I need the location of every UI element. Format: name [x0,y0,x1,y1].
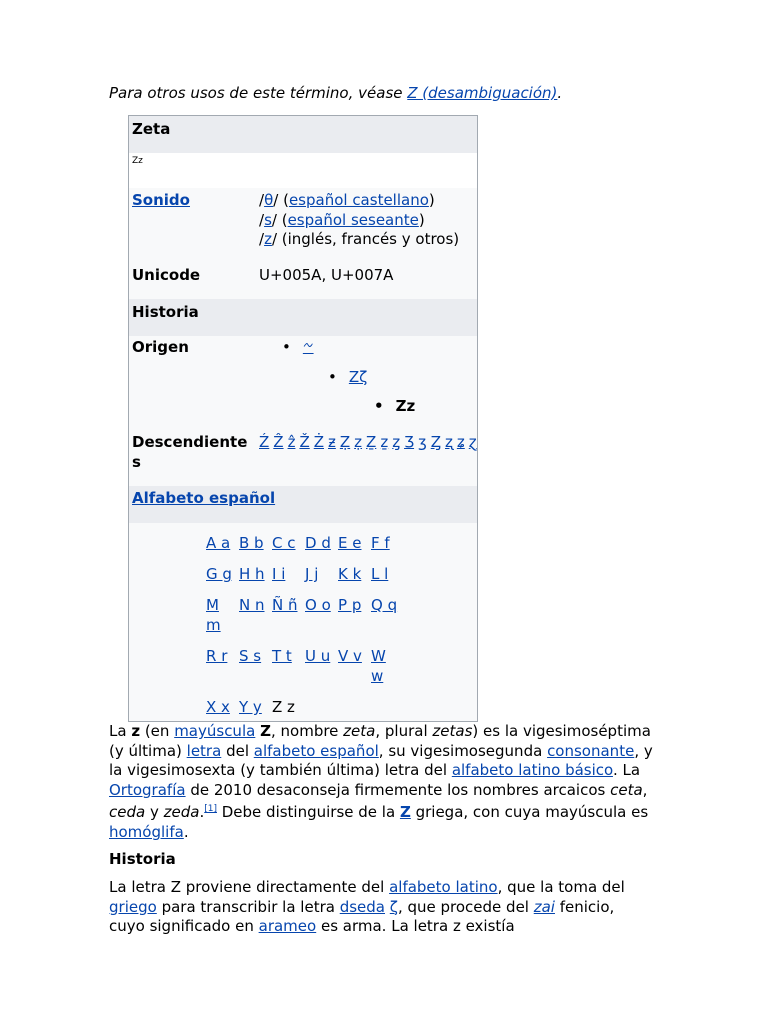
infobox [128,115,478,722]
historia-header-row [129,299,477,336]
descendiente-link[interactable]: ɀ [468,433,477,451]
descendiente-link[interactable]: ʑ [456,433,465,451]
ipa-link[interactable]: z [264,230,272,248]
alfabeto-letter-link[interactable]: L l [371,565,389,583]
homoglifa-link[interactable]: homóglifa [109,822,184,841]
slash: / [259,210,265,229]
text: fenicio, cuyo significado en [109,897,615,936]
text: y [145,803,164,822]
alfabeto-letter-link[interactable]: B b [239,534,264,552]
text: Debe distinguirse de la [216,803,400,822]
alfabeto-letter-link[interactable]: Ñ ñ [272,596,298,614]
alfabeto-letter-link[interactable]: R r [206,647,228,665]
origen-row [129,338,477,423]
text: . [199,803,205,822]
descendientes-row [129,432,477,477]
alfabeto-latino-link[interactable]: alfabeto latino [389,878,498,896]
alfabeto-letter-link[interactable]: W w [371,647,386,685]
alfabeto-letter-link[interactable]: M m [206,596,221,634]
descendiente-link[interactable]: Ż [313,433,324,451]
infobox-image-caption: Zz [132,156,143,166]
italic-text: zetas [432,722,473,740]
ortografia-link[interactable]: Ortografía [109,780,186,799]
origen-item [282,338,314,356]
letra-link[interactable]: letra [186,741,222,760]
hatnote [109,84,562,102]
alfabeto-latino-basico-link[interactable]: alfabeto latino básico [451,761,613,780]
disambiguation-link[interactable]: Z (desambiguación) [407,84,558,102]
italic-text: zeda [163,803,200,822]
text: , nombre [270,722,344,740]
origen-label: Origen [132,338,189,356]
unicode-value: U+005A, U+007A [259,266,394,284]
greek-z-link[interactable]: Z [399,803,411,822]
text: de 2010 desaconseja firmemente los nombres arcaicos [185,780,611,799]
text: , plural [375,722,433,740]
ipa-link[interactable]: θ [264,191,274,209]
text: . La [612,761,641,780]
slash: / [259,230,265,248]
descendiente-link[interactable]: ƶ [328,433,336,451]
descendiente-link[interactable]: ẓ [354,433,363,451]
historia-header: Historia [132,303,199,321]
unicode-row [129,266,477,296]
zeta-glyph-link[interactable]: ζ [389,897,398,916]
text: La letra Z proviene directamente del [109,878,390,896]
alfabeto-espanol-link[interactable]: Alfabeto español [132,489,276,507]
infobox-title: Zeta [132,120,171,138]
bold-Z: Z [260,722,271,740]
sonido-values [259,191,459,250]
alfabeto-letter-link[interactable]: D d [305,534,331,552]
text: . [183,822,189,841]
descendiente-link[interactable]: Ẑ [273,433,284,451]
text: , que la toma del [497,878,625,896]
descendientes-label [132,432,247,472]
descendientes-label-line: Descendiente [132,433,248,451]
hatnote-prefix: Para otros usos de este término, véase [109,84,408,102]
sonido-text: ) [418,210,425,229]
alfabeto-letter-link[interactable]: G g [206,565,232,583]
alfabeto-letter-link[interactable]: P p [338,596,362,614]
reference-link[interactable]: [1] [204,804,217,815]
text: , que procede del [397,897,534,916]
dialect-link[interactable]: español castellano [288,191,429,209]
descendientes-label-line: s [132,453,141,471]
alfabeto-espanol-link[interactable]: alfabeto español [253,741,379,760]
alfabeto-letter-link[interactable]: F f [371,534,390,552]
alfabeto-letter-link[interactable]: V v [338,647,362,665]
alfabeto-letter-link[interactable]: C c [272,534,296,552]
alfabeto-header-row [129,486,477,523]
bold-z: z [131,722,141,740]
alfabeto-letter-link[interactable]: J j [305,565,319,583]
sonido-text: / (inglés, francés y otros) [271,230,460,248]
slash: / [259,191,265,209]
sonido-text: / ( [271,210,288,229]
sonido-row [129,191,477,261]
unicode-label: Unicode [132,266,201,284]
text: , y la vigesimosexta (y también última) letra del [109,741,653,780]
descendiente-link[interactable]: Ẓ [339,433,351,451]
alfabeto-letter-link[interactable]: H h [239,565,265,583]
origen-item [374,397,415,415]
alfabeto-letter-current: Z z [272,698,295,716]
text: (en [140,722,175,740]
historia-paragraph [109,878,654,937]
alfabeto-grid [129,523,477,721]
alfabeto-letter-link[interactable]: Q q [371,596,398,614]
text: es arma. La letra z existía [316,917,515,936]
origen-item [328,368,367,386]
alfabeto-letter-link[interactable]: E e [338,534,362,552]
intro-paragraph [109,722,669,843]
descendiente-link[interactable]: ʐ [445,433,453,451]
descendiente-link[interactable]: Ź [259,433,270,451]
descendiente-link[interactable]: ʒ [418,433,427,451]
descendiente-link[interactable]: Ȥ [430,433,442,451]
alfabeto-letter-link[interactable]: T t [272,647,292,665]
alfabeto-letter-link[interactable]: N n [239,596,265,614]
alfabeto-letter-link[interactable]: S s [239,647,262,665]
griego-link[interactable]: griego [109,897,157,916]
alfabeto-letter-link[interactable]: X x [206,698,230,716]
alfabeto-letter-link[interactable]: U u [305,647,331,665]
arameo-link[interactable]: arameo [258,917,317,936]
greek-zeta-link[interactable]: Zζ [348,368,368,386]
italic-text: ceda [109,803,146,822]
descendiente-link[interactable]: Ẕ [366,433,377,451]
sonido-text: / ( [273,191,289,209]
descendiente-link[interactable]: Ʒ [404,433,415,451]
text: , [642,780,648,799]
alfabeto-letter-link[interactable]: I i [272,565,286,583]
italic-text: zeta [343,722,376,740]
alfabeto-letter-link[interactable]: A a [206,534,231,552]
descendiente-link[interactable]: ẕ [380,433,389,451]
descendiente-link[interactable]: ȥ [392,433,401,451]
alfabeto-letter-link[interactable]: Y y [239,698,262,716]
historia-heading: Historia [109,850,176,868]
zai-link[interactable]: zai [533,897,555,916]
descendiente-link[interactable]: ẑ [287,433,296,451]
descendiente-link[interactable]: Ž [299,433,310,451]
text: del [221,741,254,760]
text: La [109,722,132,740]
italic-text: ceta [610,780,643,799]
text: , su vigesimosegunda [378,741,548,760]
hatnote-suffix: . [557,84,563,102]
ipa-link[interactable]: s [264,210,272,229]
descendientes-list [259,432,479,452]
infobox-image-row [129,153,477,188]
text: para transcribir la letra [156,897,340,916]
sonido-line [259,211,459,231]
alfabeto-letter-link[interactable]: O o [305,596,331,614]
text: griega, con cuya mayúscula es [410,803,649,822]
sonido-text: ) [428,191,435,209]
alfabeto-letter-link[interactable]: K k [338,565,362,583]
consonante-link[interactable]: consonante [547,741,635,760]
mayuscula-link[interactable]: mayúscula [174,722,256,740]
dseda-link[interactable]: dseda [339,897,385,916]
sonido-link[interactable]: Sonido [132,191,190,209]
phoenician-zayin-link[interactable]: 𐤆 [302,338,314,356]
text: ) es la vigesimoséptima (y última) [109,722,651,760]
dialect-link[interactable]: español seseante [287,210,419,229]
latin-z: Zz [395,397,416,415]
sonido-line [259,191,459,211]
sonido-line [259,230,459,250]
infobox-title-row [129,116,477,153]
